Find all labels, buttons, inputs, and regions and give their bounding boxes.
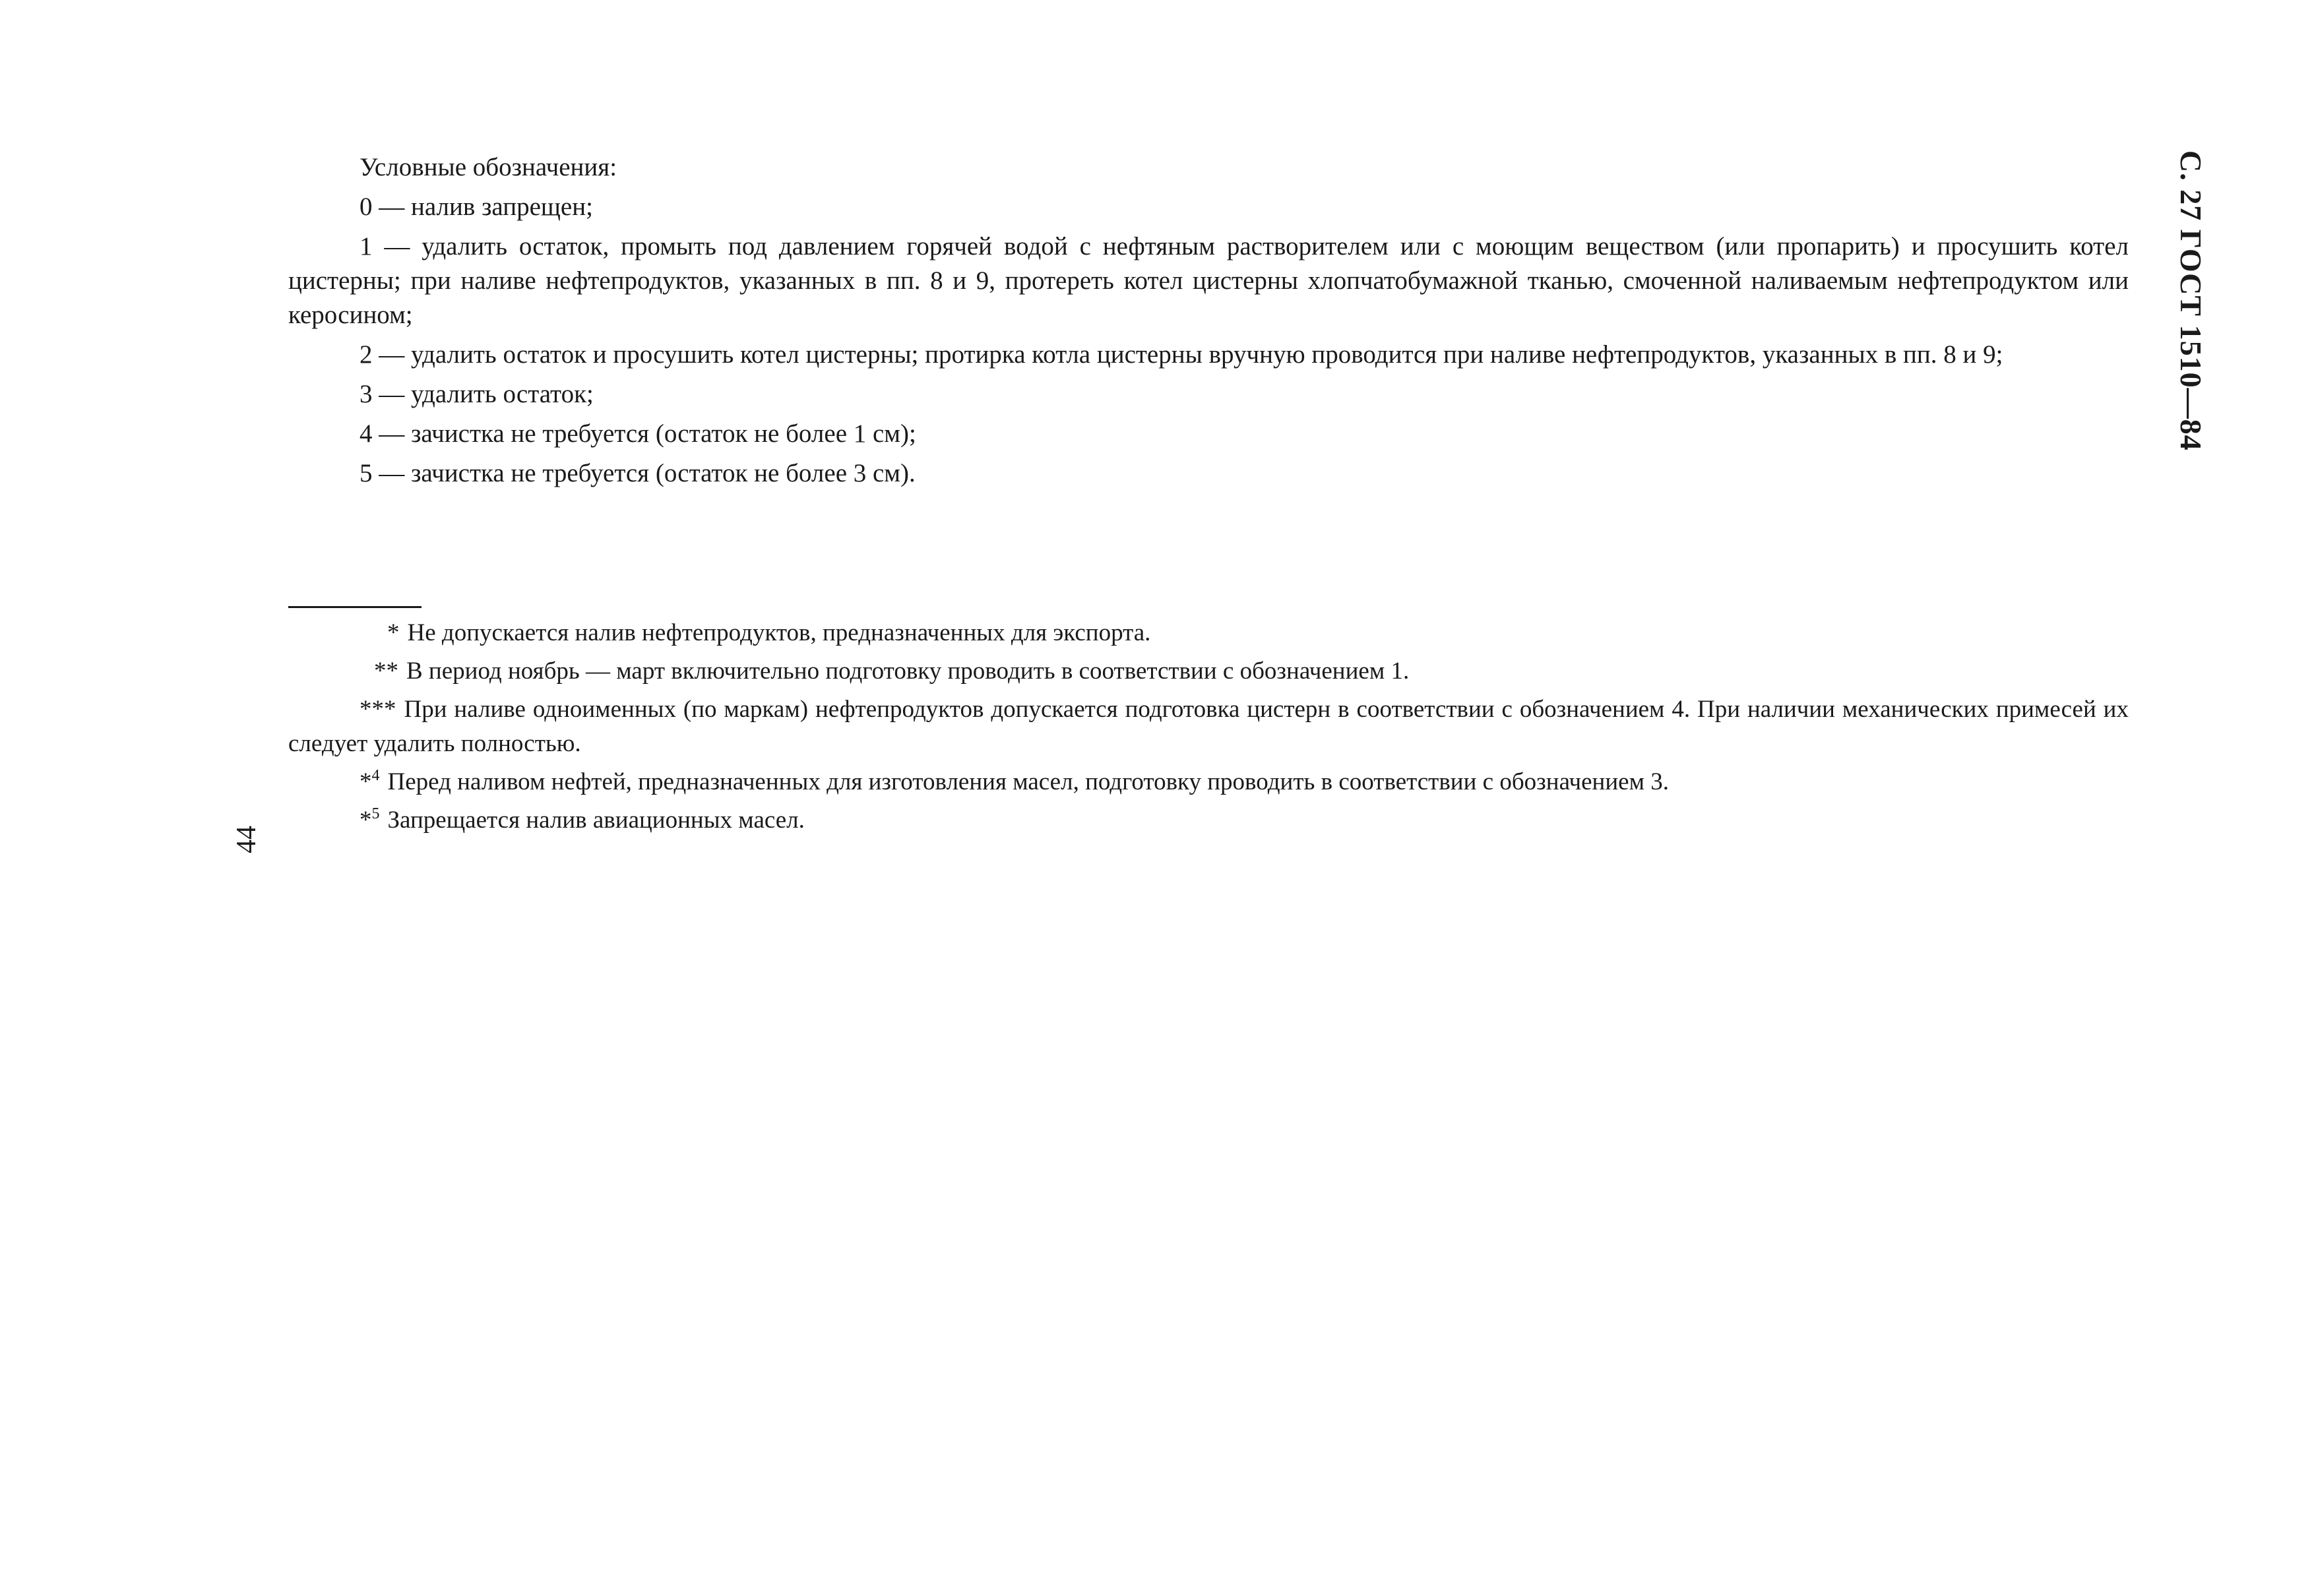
footnote-mark	[360, 768, 380, 795]
footnote-mark	[360, 807, 380, 834]
footnote-text: Не допускается налив нефтепродуктов, предназначенных для экспорта.	[407, 619, 1151, 646]
footnote-mark: ***	[360, 696, 396, 723]
running-header	[2170, 150, 2210, 454]
legend-item-3: 3 — удалить остаток;	[360, 380, 594, 408]
footnotes-block	[288, 616, 2129, 842]
footnote-mark-number: 4	[371, 767, 380, 784]
running-header-text: С. 27 ГОСТ 1510—84	[2174, 150, 2208, 451]
footnote	[288, 803, 2129, 838]
footnote	[288, 692, 2129, 761]
legend-item-4: 4 — зачистка не требуется (остаток не более 1 см);	[360, 419, 916, 448]
footnote-mark-star: *	[360, 807, 372, 834]
footnote-mark: **	[374, 658, 398, 685]
legend-title: Условные обозначения:	[360, 153, 617, 181]
footnote	[288, 765, 2129, 799]
footnote-mark-star: *	[360, 768, 372, 795]
footnote-text: Запрещается налив авиационных масел.	[387, 807, 805, 834]
footnote	[288, 616, 2129, 650]
footnote-divider	[288, 606, 422, 608]
legend-item-1: 1 — удалить остаток, промыть под давлением горячей водой с нефтяным растворителем или с моющим веществом (или пропарить) и просушить котел цистерны; при наливе нефтепродуктов, указанных в пп. 8 и 9, протереть котел цистерны хлопчатобумажной тканью, смоченной наливаемым нефтепродуктом или керосином;	[288, 232, 2129, 329]
footnote-text: Перед наливом нефтей, предназначенных для изготовления масел, подготовку проводить в соответствии с обозначением 3.	[387, 768, 1669, 795]
legend-item-5: 5 — зачистка не требуется (остаток не более 3 см).	[360, 459, 916, 487]
footnote-mark: *	[387, 619, 400, 646]
legend-item-0: 0 — налив запрещен;	[360, 193, 593, 221]
footnote-mark-number: 5	[371, 805, 380, 822]
footnote	[288, 654, 2129, 689]
page-number	[231, 803, 270, 856]
footnote-text: В период ноябрь — март включительно подготовку проводить в соответствии с обозначением 1.	[406, 658, 1410, 685]
page-number-text: 44	[232, 826, 262, 853]
legend-item-2: 2 — удалить остаток и просушить котел цистерны; протирка котла цистерны вручную проводится при наливе нефтепродуктов, указанных в пп. 8 и 9;	[360, 340, 2003, 369]
footnote-text: При наливе одноименных (по маркам) нефтепродуктов допускается подготовка цистерн в соответствии с обозначением 4. При наличии механических примесей их следует удалить полностью.	[288, 696, 2129, 757]
legend-block	[288, 150, 2129, 496]
